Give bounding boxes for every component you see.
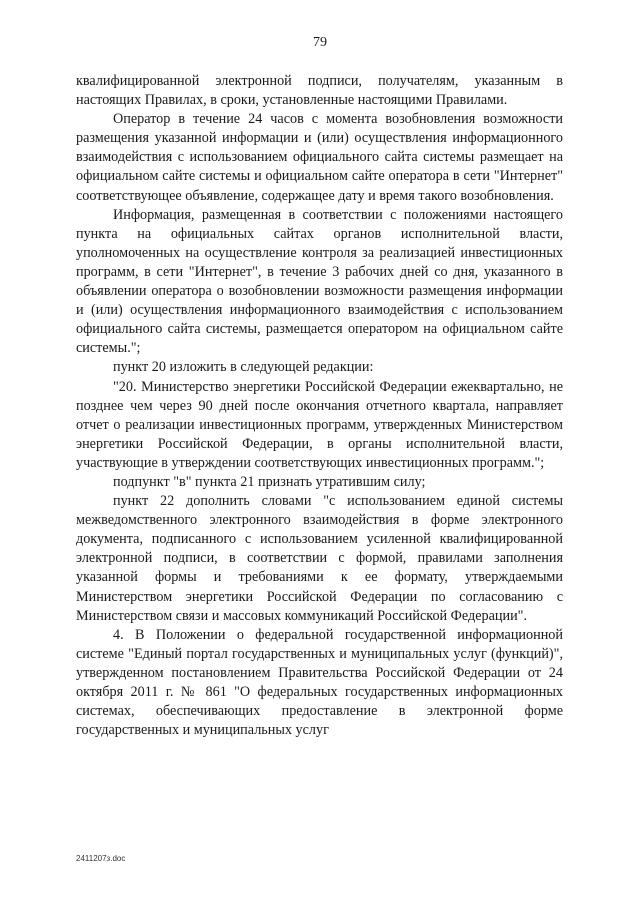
paragraph-continuation: квалифицированной электронной подписи, получателям, указанным в настоящих Правилах, в сроки, установленные настоящими Правилами.	[76, 73, 563, 109]
paragraph-item-20-text: "20. Министерство энергетики Российской Федерации ежеквартально, не позднее чем через 90 дней после окончания отчетного квартала, направляет отчет о реализации инвестиционных программ, утвержденных Министерством энергетики Российской Федерации, в органы исполнительной власти, участвующие в утверждении соответствующих инвестиционных программ.";	[76, 378, 563, 471]
paragraph-item-20-intro: пункт 20 изложить в следующей редакции:	[113, 359, 374, 376]
document-body	[76, 72, 563, 740]
footer-filename: 2411207з.doc	[76, 854, 126, 863]
page-number: 79	[313, 35, 327, 50]
paragraph-item-22: пункт 22 дополнить словами "с использованием единой системы межведомственного электронного взаимодействия в форме электронного документа, подписанного с использованием усиленной квалифицированной электронной подписи, в соответствии с формой, правилами заполнения указанной формы и требованиями к ее формату, утверждаемыми Министерством энергетики Российской Федерации по согласованию с Министерством связи и массовых коммуникаций Российской Федерации".	[76, 493, 563, 624]
paragraph-operator-notice: Оператор в течение 24 часов с момента возобновления возможности размещения указанной информации и (или) осуществления информационного взаимодействия с использованием официального сайта системы размещает на официальном сайте системы и официальном сайте оператора в сети "Интернет" соответствующее объявление, содержащее дату и время такого возобновления.	[76, 111, 563, 204]
paragraph-subitem-v-21: подпункт "в" пункта 21 признать утратившим силу;	[113, 473, 426, 490]
paragraph-section-4: 4. В Положении о федеральной государственной информационной системе "Единый портал государственных и муниципальных услуг (функций)", утвержденном постановлением Правительства Российской Федерации от 24 октября 2011 г. № 861 "О федеральных государственных информационных системах, обеспечивающих предоставление в электронной форме государственных и муниципальных услуг	[76, 626, 563, 739]
paragraph-information-placement: Информация, размещенная в соответствии с положениями настоящего пункта на официальных сайтах органов исполнительной власти, уполномоченных на осуществление контроля за реализацией инвестиционных программ, в сети "Интернет", в течение 3 рабочих дней со дня, указанного в объявлении оператора о возобновлении возможности размещения информации и (или) осуществления информационного взаимодействия с использованием официального сайта системы, размещается оператором на официальном сайте системы.";	[76, 206, 563, 357]
